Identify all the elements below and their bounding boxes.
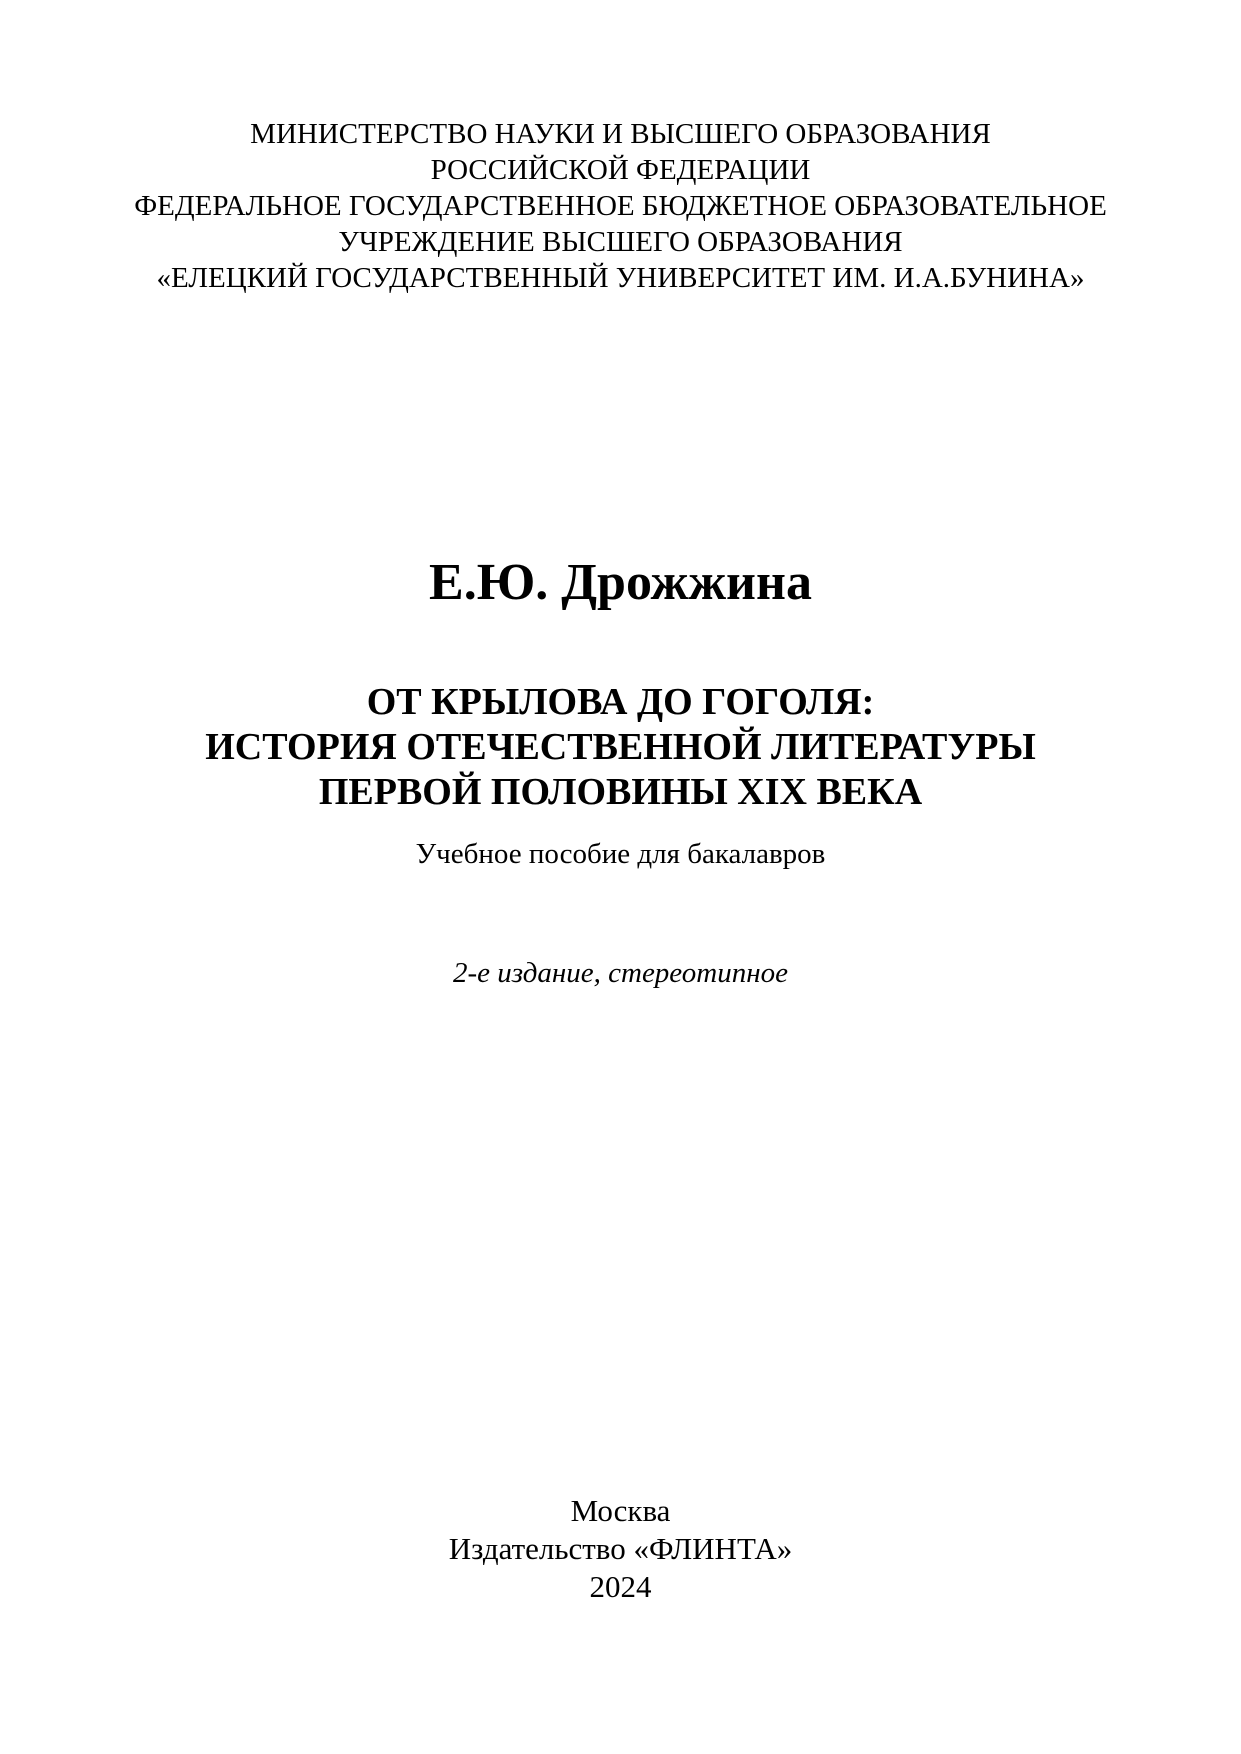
book-subtitle: Учебное пособие для бакалавров (415, 838, 826, 870)
book-title (0, 680, 1241, 815)
header-line-university-name: «ЕЛЕЦКИЙ ГОСУДАРСТВЕННЫЙ УНИВЕРСИТЕТ ИМ. И.А.БУНИНА» (156, 262, 1085, 294)
author-name: Е.Ю. Дрожжина (429, 554, 812, 611)
edition-note: 2-е издание, стереотипное (452, 957, 788, 989)
institution-header (0, 116, 1241, 296)
title-line-2: ИСТОРИЯ ОТЕЧЕСТВЕННОЙ ЛИТЕРАТУРЫ (205, 726, 1036, 768)
imprint-publisher: Издательство «ФЛИНТА» (448, 1531, 793, 1566)
imprint-city: Москва (570, 1493, 671, 1528)
imprint (0, 1492, 1241, 1606)
title-line-3: ПЕРВОЙ ПОЛОВИНЫ XIX ВЕКА (318, 771, 923, 813)
header-line-institution-level: УЧРЕЖДЕНИЕ ВЫСШЕГО ОБРАЗОВАНИЯ (338, 226, 903, 258)
header-line-federation: РОССИЙСКОЙ ФЕДЕРАЦИИ (430, 154, 811, 186)
header-line-institution-type: ФЕДЕРАЛЬНОЕ ГОСУДАРСТВЕННОЕ БЮДЖЕТНОЕ ОБРАЗОВАТЕЛЬНОЕ (134, 190, 1107, 222)
header-line-ministry: МИНИСТЕРСТВО НАУКИ И ВЫСШЕГО ОБРАЗОВАНИЯ (250, 118, 991, 150)
imprint-year: 2024 (589, 1569, 652, 1604)
title-line-1: ОТ КРЫЛОВА ДО ГОГОЛЯ: (366, 681, 875, 723)
